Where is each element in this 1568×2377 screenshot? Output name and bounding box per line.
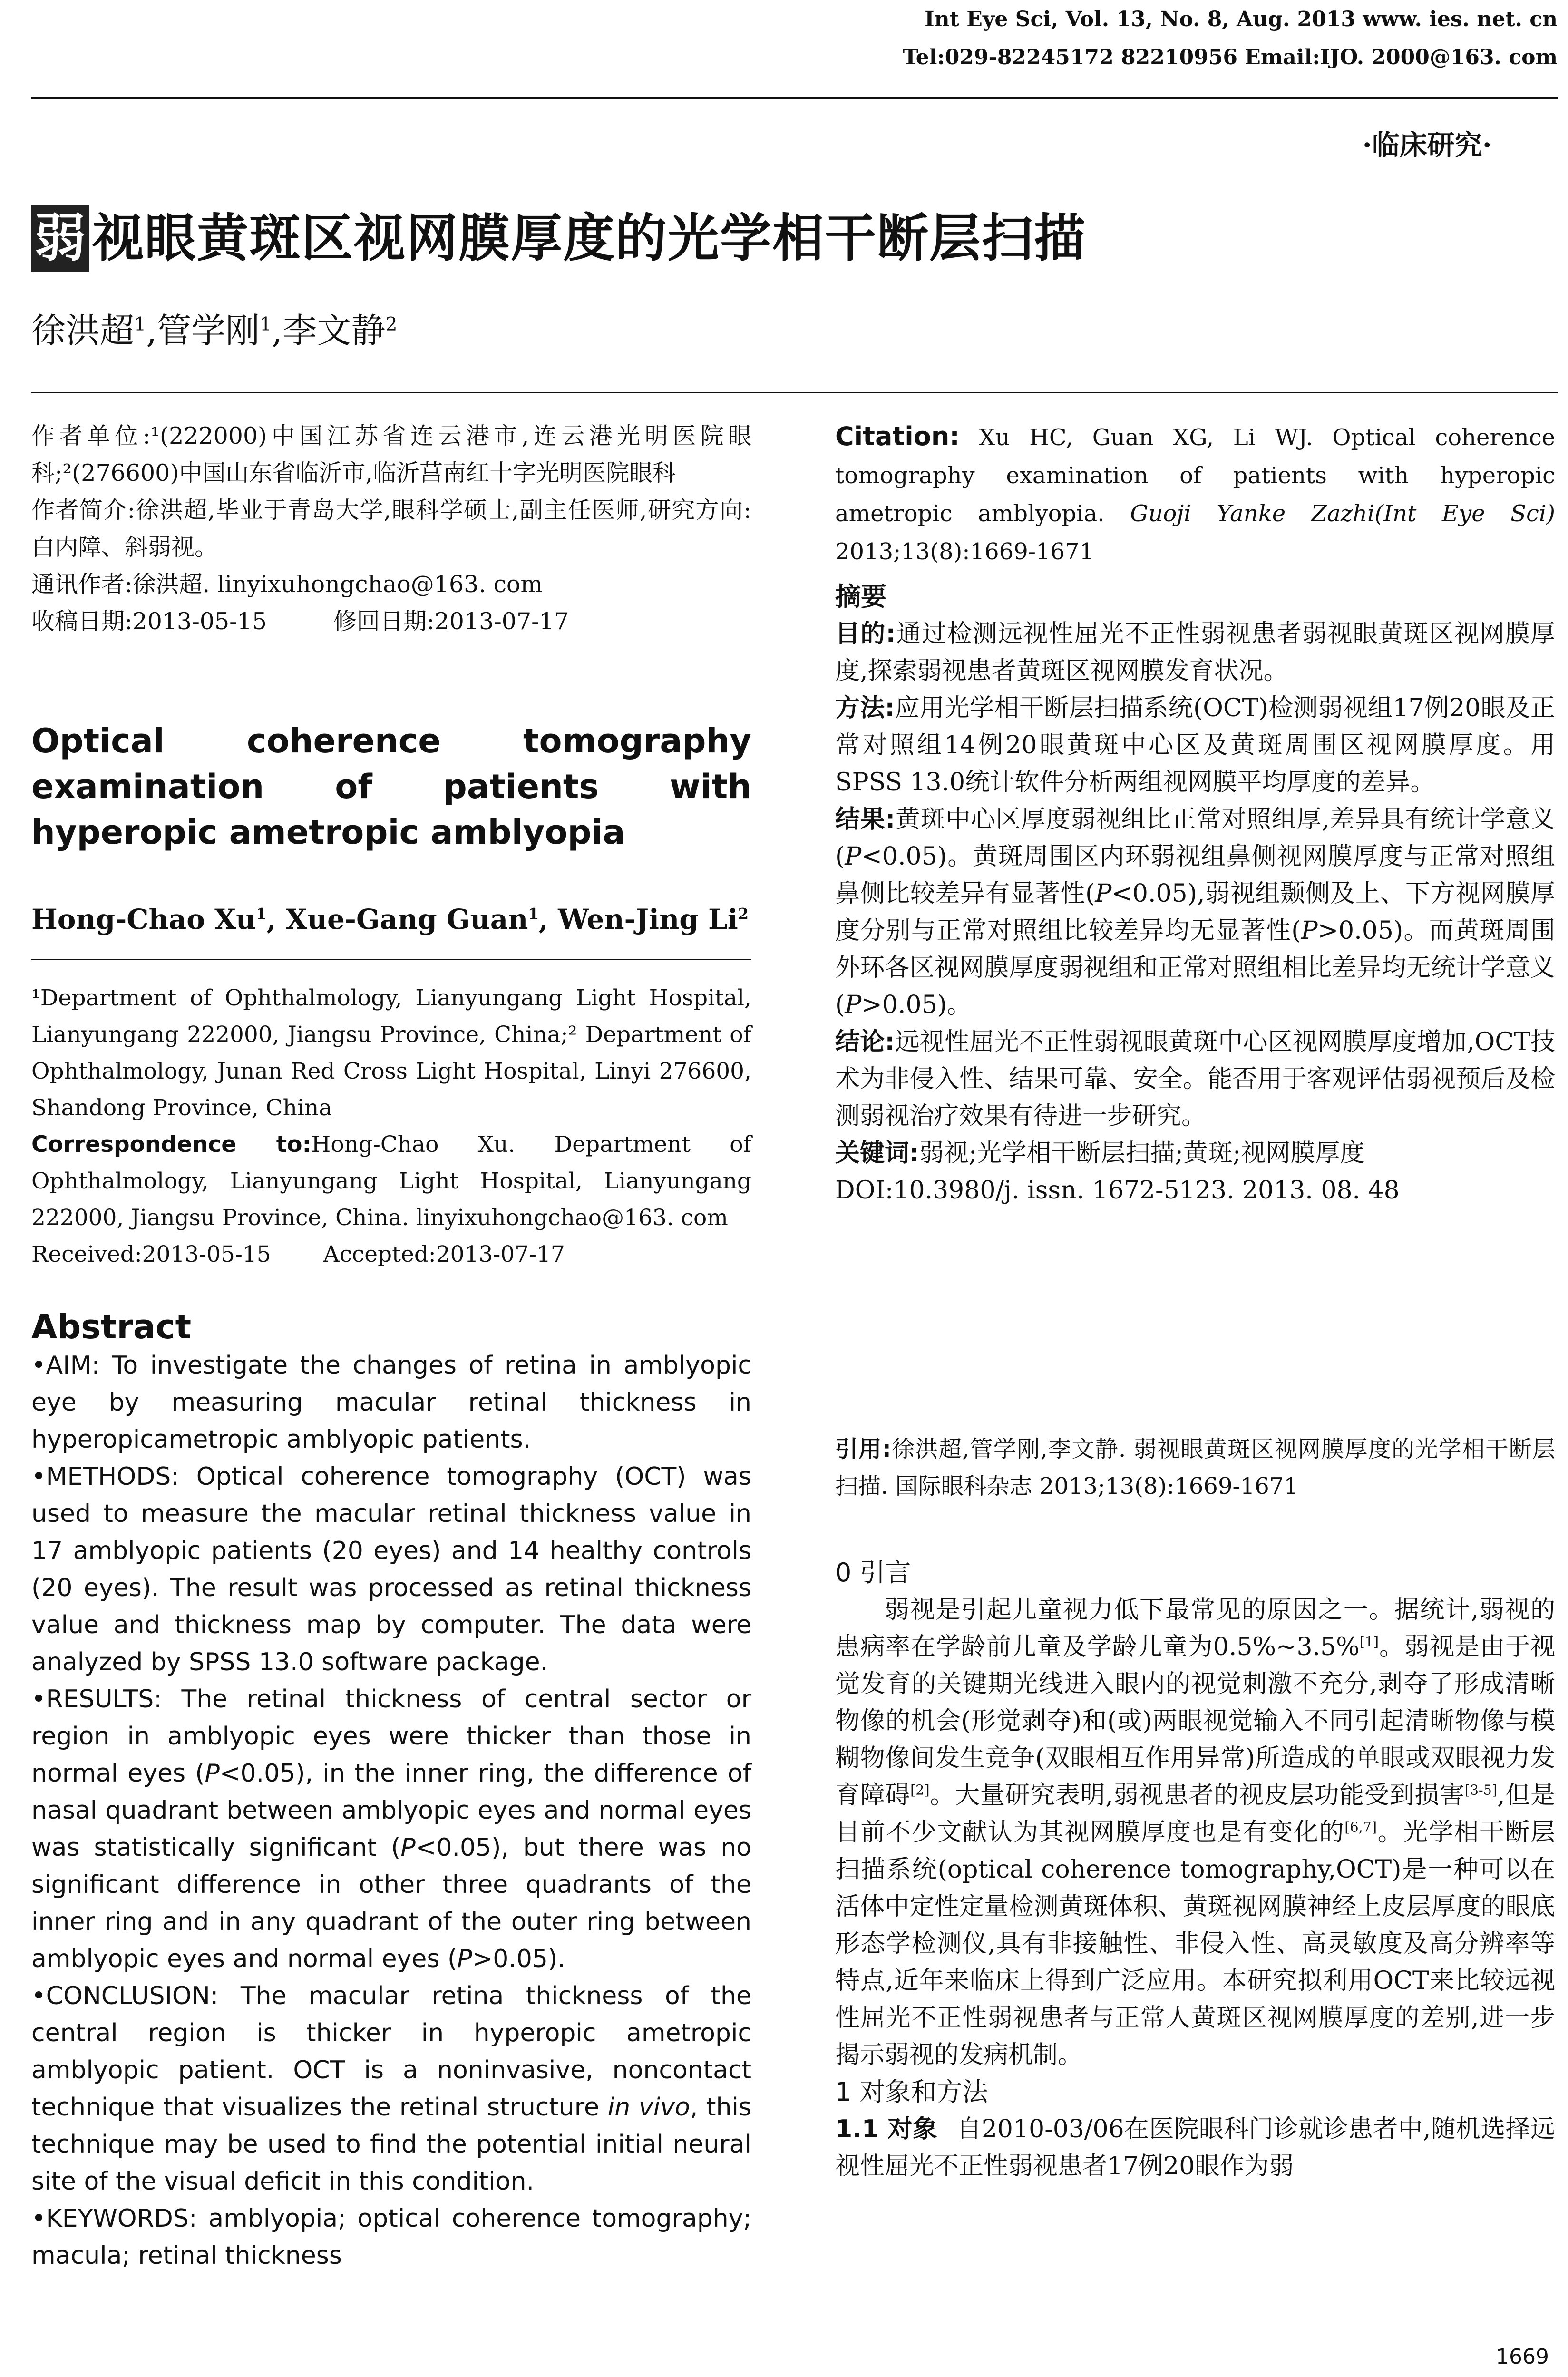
cite-cn-label: 引用: xyxy=(835,1436,891,1462)
results-cn-text-5: >0.05)。 xyxy=(861,991,972,1019)
author-en-3: Wen-Jing Li xyxy=(558,903,738,935)
results-p2: P xyxy=(400,1833,416,1862)
author-en-1-sup: 1 xyxy=(256,905,267,923)
results-text-2: <0.05), in the inner ring, the difference of nasal quadrant between amblyopic eyes and normal eyes was statistically significant ( xyxy=(31,1759,751,1862)
aim-label: AIM: xyxy=(46,1351,100,1380)
author-cn-1: 徐洪超 xyxy=(31,311,135,351)
abstract-cn-heading: 摘要 xyxy=(835,582,886,612)
results-cn-p1: P xyxy=(845,842,862,871)
author-en-1: Hong-Chao Xu xyxy=(31,903,256,935)
page-title xyxy=(31,205,1086,272)
results-cn-label: 结果: xyxy=(835,805,896,834)
journal-header-line1: Int Eye Sci, Vol. 13, No. 8, Aug. 2013 www. ies. net. cn xyxy=(925,7,1558,31)
received-date: 2013-05-15 xyxy=(132,608,267,635)
citation-label: Citation: xyxy=(835,421,960,451)
title-rest: 视眼黄斑区视网膜厚度的光学相干断层扫描 xyxy=(92,209,1087,268)
en-received: Received:2013-05-15 xyxy=(31,1241,271,1267)
cn-unit xyxy=(31,418,751,492)
abstract-cn-keywords xyxy=(835,1135,1555,1172)
abstract-methods: •METHODS: Optical coherence tomography (OCT) was used to measure the macular retinal thickness value in 17 amblyopic patients (20 eyes) and 14 healthy controls (20 eyes). The result was processed as retinal thickness value and thickness map by computer. The data were analyzed by SPSS 13.0 software package. xyxy=(31,1462,752,1676)
abstract-keywords: •KEYWORDS: amblyopia; optical coherence tomography; macula; retinal thickness xyxy=(31,2204,751,2270)
received-label: 收稿日期: xyxy=(31,608,133,635)
revised-label: 修回日期: xyxy=(333,608,435,635)
intro-paragraph xyxy=(835,1591,1555,2074)
section-tag: ·临床研究· xyxy=(1362,129,1492,161)
abstract-results: •RESULTS: The retinal thickness of central sector or region in amblyopic eyes were thicker than those in normal eyes (P<0.05), in the inner ring, the difference of nasal quadrant between amblyopic eyes and normal eyes was statistically significant (P<0.05), but there was no significant difference in other three quadrants of the inner ring and in any quadrant of the outer ring between amblyopic eyes and normal eyes (P>0.05). xyxy=(31,1685,752,1973)
results-cn-p3: P xyxy=(1301,916,1318,945)
intro-heading: 0 引言 xyxy=(835,1558,911,1588)
conclusion-label: CONCLUSION: xyxy=(46,1982,219,2010)
conclusion-cn-label: 结论: xyxy=(835,1028,895,1056)
citation-text-2: 2013;13(8):1669-1671 xyxy=(835,538,1094,565)
intro-text-5: 。光学相干断层扫描系统(optical coherence tomography,OCT)是一种可以在活体中定性定量检测黄斑体积、黄斑视网膜神经上皮层厚度的眼底形态学检测仪,具有非接触性、非侵入性、高灵敏度及高分辨率等特点,近年来临床上得到广泛应用。本研究拟利用OCT来比较远视性屈光不正性弱视患者与正常人黄斑区视网膜厚度的差别,进一步揭示弱视的发病机制。 xyxy=(835,1818,1555,2069)
en-corr-text: Hong-Chao Xu. Department of Ophthalmology, Lianyungang Light Hospital, Lianyungang 222000, Jiangsu Province, China. linyixuhongchao@163. com xyxy=(31,1131,751,1231)
abstract-conclusion: •CONCLUSION: The macular retina thickness of the central region is thicker in hyperopic ametropic amblyopic patient. OCT is a noninvasive, noncontact technique that visualizes the retinal structure in vivo, this technique may be used to find the potential initial neural site of the visual deficit in this condition. xyxy=(31,1982,752,2196)
methods-text: Optical coherence tomography (OCT) was used to measure the macular retinal thickness value in 17 amblyopic patients (20 eyes) and 14 healthy controls (20 eyes). The result was processed as retinal thickness value and thickness map by computer. The data were analyzed by SPSS 13.0 software package. xyxy=(31,1462,752,1676)
keywords-cn-text: 弱视;光学相干断层扫描;黄斑;视网膜厚度 xyxy=(919,1139,1365,1168)
abstract-cn-conclusion xyxy=(835,1023,1555,1135)
conclusion-text-1: The macular retina thickness of the central region is thicker in hyperopic ametropic amblyopic patient. OCT is a noninvasive, noncontact technique that visualizes the retinal structure xyxy=(31,1982,752,2122)
authors-cn xyxy=(31,309,397,352)
results-text-1: The retinal thickness of central sector or region in amblyopic eyes were thicker than those in normal eyes ( xyxy=(31,1685,752,1788)
intro-text-4: ,但是目前不少文献认为其视网膜厚度也是有变化的 xyxy=(835,1781,1555,1847)
keywords-text: amblyopia; optical coherence tomography; macula; retinal thickness xyxy=(31,2204,751,2270)
abstract-cn-methods xyxy=(835,690,1555,801)
author-en-sep: , xyxy=(538,903,558,935)
intro-text-1: 弱视是引起儿童视力低下最常见的原因之一。据统计,弱视的患病率在学龄前儿童及学龄儿童为0.5%~3.5% xyxy=(835,1596,1555,1661)
results-cn-text-3: <0.05),弱视组颞侧及上、下方视网膜厚度分别与正常对照组比较差异均无显著性( xyxy=(835,879,1555,945)
author-en-3-sup: 2 xyxy=(738,905,749,923)
author-cn-3: 李文静 xyxy=(282,311,386,351)
title-lead-char: 弱 xyxy=(31,205,89,272)
cite-cn-block xyxy=(835,1431,1555,1505)
en-title-block xyxy=(31,718,751,855)
methods-paragraph xyxy=(835,2111,1555,2185)
abstract-cn-aim xyxy=(835,615,1555,690)
keywords-label: KEYWORDS: xyxy=(46,2204,197,2233)
en-title: Optical coherence tomography examination of patients with hyperopic ametropic amblyopia xyxy=(31,721,751,852)
revised-date: 2013-07-17 xyxy=(434,608,569,635)
results-cn-p2: P xyxy=(1095,879,1112,908)
results-cn-text-4: >0.05)。而黄斑周围外环各区视网膜厚度弱视组和正常对照组相比差异均无统计学意义( xyxy=(835,916,1555,1019)
abstract-aim: •AIM: To investigate the changes of retina in amblyopic eye by measuring macular retinal thickness in hyperopicametropic amblyopic patients. xyxy=(31,1351,751,1454)
citation xyxy=(835,418,1555,571)
abstract-cn-block xyxy=(835,578,1555,1209)
keywords-cn-label: 关键词: xyxy=(835,1139,919,1168)
cn-corr-label: 通讯作者: xyxy=(31,571,133,598)
results-cn-text-1: 黄斑中心区厚度弱视组比正常对照组厚,差异具有统计学意义( xyxy=(835,805,1556,871)
header-rule xyxy=(31,97,1558,99)
results-cn-text-2: <0.05)。黄斑周围区内环弱视组鼻侧视网膜厚度与正常对照组鼻侧比较差异有显著性( xyxy=(835,842,1555,908)
abstract-cn-results xyxy=(835,801,1555,1023)
aim-text: To investigate the changes of retina in amblyopic eye by measuring macular retinal thickness in hyperopicametropic amblyopic patients. xyxy=(31,1351,751,1454)
results-text-3: <0.05), but there was no significant difference in other three quadrants of the inner ring and in any quadrant of the outer ring between amblyopic eyes and normal eyes ( xyxy=(31,1833,751,1973)
methods-heading: 1 对象和方法 xyxy=(835,2077,988,2107)
en-dates xyxy=(31,1236,751,1273)
cn-bio xyxy=(31,492,751,566)
author-cn-3-sup: 2 xyxy=(385,313,398,335)
conclusion-italic: in vivo xyxy=(607,2093,690,2122)
en-affil-block xyxy=(31,980,751,1273)
abstract-en-block xyxy=(31,1307,751,2274)
citation-journal: Guoji Yanke Zazhi(Int Eye Sci) xyxy=(1130,500,1555,527)
en-authors xyxy=(31,903,751,936)
intro-ref-4: [6,7] xyxy=(1344,1819,1377,1835)
cn-corr-text: 徐洪超. linyixuhongchao@163. com xyxy=(132,571,543,598)
methods-sub-label: 1.1 对象 xyxy=(835,2115,938,2143)
methods-sub-text: 自2010-03/06在医院眼科门诊就诊患者中,随机选择远视性屈光不正性弱视患者17例20眼作为弱 xyxy=(835,2115,1555,2181)
conclusion-text-2: , this technique may be used to find the potential initial neural site of the visual deficit in this condition. xyxy=(31,2093,751,2196)
aim-cn-label: 目的: xyxy=(835,620,896,648)
cn-unit-text: ¹(222000)中国江苏省连云港市,连云港光明医院眼科;²(276600)中国山东省临沂市,临沂莒南红十字光明医院眼科 xyxy=(31,422,751,487)
abstract-cn-doi: DOI:10.3980/j. issn. 1672-5123. 2013. 08. 48 xyxy=(835,1176,1400,1205)
intro-ref-3: [3-5] xyxy=(1464,1782,1498,1798)
cn-bio-text: 徐洪超,毕业于青岛大学,眼科学硕士,副主任医师,研究方向:白内障、斜弱视。 xyxy=(31,497,751,561)
title-rule xyxy=(31,392,1558,393)
methods-cn-text: 应用光学相干断层扫描系统(OCT)检测弱视组17例20眼及正常对照组14例20眼黄斑中心区及黄斑周围区视网膜厚度。用SPSS 13.0统计软件分析两组视网膜平均厚度的差异。 xyxy=(835,694,1556,797)
author-cn-1-sup: 1 xyxy=(134,313,146,335)
intro-block xyxy=(835,1554,1555,2185)
results-label: RESULTS: xyxy=(46,1685,162,1714)
cn-corr xyxy=(31,566,751,603)
conclusion-cn-text: 远视性屈光不正性弱视眼黄斑中心区视网膜厚度增加,OCT技术为非侵入性、结果可靠、安全。能否用于客观评估弱视预后及检测弱视治疗效果有待进一步研究。 xyxy=(835,1028,1555,1130)
page-number: 1669 xyxy=(1496,2345,1549,2369)
intro-text-2: 。弱视是由于视觉发育的关键期光线进入眼内的视觉刺激不充分,剥夺了形成清晰物像的机会(形觉剥夺)和(或)两眼视觉输入不同引起清晰物像与模糊物像间发生竞争(双眼相互作用异常)所造成的单眼或双眼视力发育障碍 xyxy=(835,1633,1555,1810)
results-cn-p4: P xyxy=(845,991,862,1019)
intro-text-3: 。大量研究表明,弱视患者的视皮层功能受到损害 xyxy=(929,1781,1465,1810)
authors-rule xyxy=(31,959,751,960)
cn-info-block xyxy=(31,418,751,640)
cn-dates xyxy=(31,603,751,640)
author-cn-sep: , xyxy=(272,311,283,351)
journal-header-line2: Tel:029-82245172 82210956 Email:IJO. 2000@163. com xyxy=(903,45,1558,69)
intro-ref-1: [1] xyxy=(1359,1633,1379,1650)
methods-label: METHODS: xyxy=(46,1462,179,1491)
aim-cn-text: 通过检测远视性屈光不正性弱视患者弱视眼黄斑区视网膜厚度,探索弱视患者黄斑区视网膜发育状况。 xyxy=(835,620,1555,685)
citation-text-1: Xu HC, Guan XG, Li WJ. Optical coherence tomography examination of patients with hyperopic ametropic amblyopia. xyxy=(835,424,1555,527)
author-en-sep: , xyxy=(266,903,286,935)
en-affil-text: ¹Department of Ophthalmology, Lianyungang Light Hospital, Lianyungang 222000, Jiangsu Province, China;² Department of Ophthalmology, Junan Red Cross Light Hospital, Linyi 276600, Shandong Province, China xyxy=(31,985,751,1121)
cite-cn-text: 徐洪超,管学刚,李文静. 弱视眼黄斑区视网膜厚度的光学相干断层扫描. 国际眼科杂志 2013;13(8):1669-1671 xyxy=(835,1436,1555,1500)
methods-cn-label: 方法: xyxy=(835,694,895,722)
results-p1: P xyxy=(205,1759,220,1788)
intro-ref-2: [2] xyxy=(910,1782,930,1798)
cite-cn xyxy=(835,1431,1555,1505)
cn-bio-label: 作者简介: xyxy=(31,497,136,524)
author-en-2: Xue-Gang Guan xyxy=(285,903,528,935)
citation-block xyxy=(835,418,1555,571)
author-en-2-sup: 1 xyxy=(528,905,539,923)
results-p3: P xyxy=(457,1945,472,1973)
results-text-4: >0.05). xyxy=(472,1945,565,1973)
author-cn-2: 管学刚 xyxy=(157,311,260,351)
author-cn-2-sup: 1 xyxy=(260,313,272,335)
cn-unit-label: 作者单位: xyxy=(31,422,151,449)
en-accepted: Accepted:2013-07-17 xyxy=(323,1241,565,1267)
abstract-heading: Abstract xyxy=(31,1307,192,1346)
en-corr xyxy=(31,1126,751,1236)
en-corr-label: Correspondence to: xyxy=(31,1131,312,1158)
author-cn-sep: , xyxy=(146,311,157,351)
